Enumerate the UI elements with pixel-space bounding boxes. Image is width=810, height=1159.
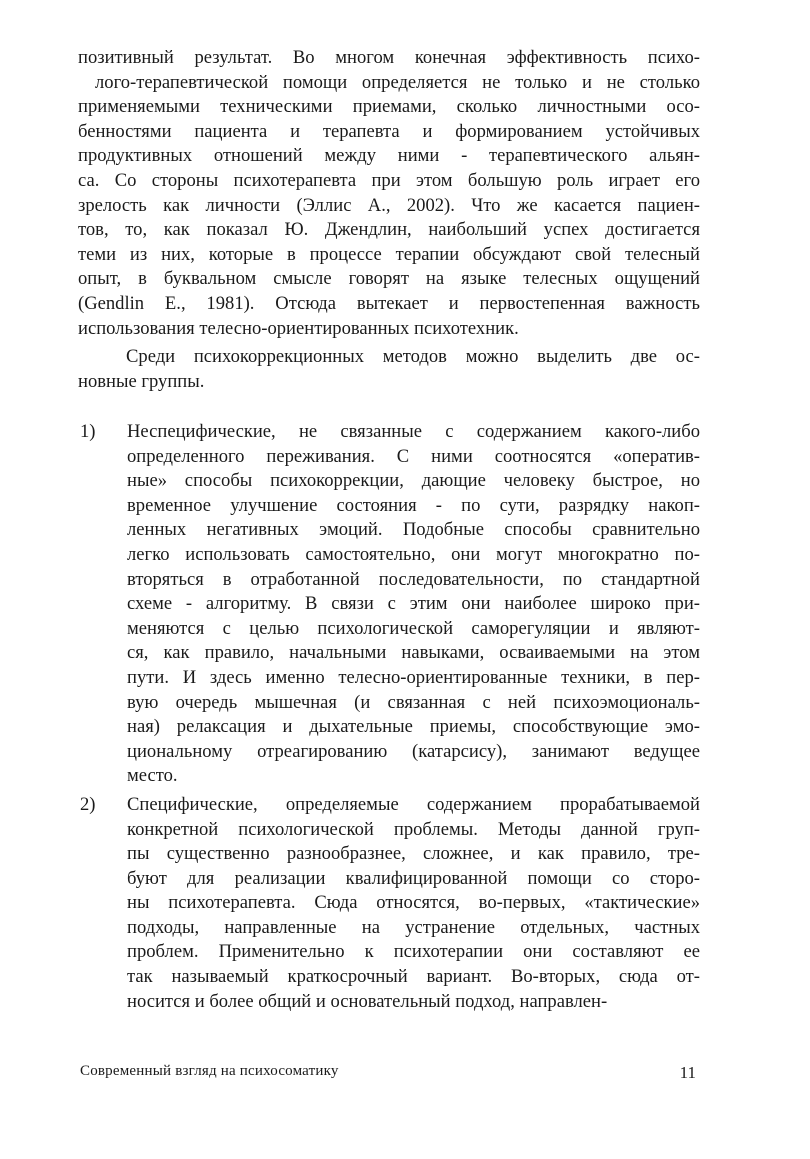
text-line: бенностями пациента и терапевта и формированием устойчивых: [78, 120, 700, 142]
text-line: теми из них, которые в процессе терапии обсуждают свой телесный: [78, 243, 700, 265]
text-line: Специфические, определяемые содержанием прорабатываемой: [127, 793, 700, 815]
text-line: ная) релаксация и дыхательные приемы, способствующие эмо-: [127, 716, 700, 738]
list-number: 2): [80, 793, 96, 815]
text-line: место.: [127, 765, 178, 787]
text-line: продуктивных отношений между ними - терапевтического альян-: [78, 145, 700, 167]
text-line: ся, как правило, начальными навыками, осваиваемыми на этом: [127, 642, 700, 664]
text-line: зрелость как личности (Эллис А., 2002). Что же касается пациен-: [78, 194, 700, 216]
text-line: са. Со стороны психотерапевта при этом большую роль играет его: [78, 169, 700, 191]
text-line: схеме - алгоритму. В связи с этим они наиболее широко при-: [127, 593, 700, 615]
text-line: пути. И здесь именно телесно-ориентированные техники, в пер-: [127, 666, 700, 688]
list-number: 1): [80, 421, 96, 442]
text-line: Неспецифические, не связанные с содержанием какого-либо: [127, 421, 700, 442]
page-footer: [78, 1063, 700, 1087]
text-line: ны психотерапевта. Сюда относятся, во-первых, «тактические»: [127, 892, 700, 914]
text-line: меняются с целью психологической саморегуляции и являют-: [127, 617, 700, 639]
text-line: ные» способы психокоррекции, дающие человеку быстрое, но: [127, 470, 700, 492]
text-line: Среди психокоррекционных методов можно выделить две ос-: [126, 346, 700, 367]
running-title: Современный взгляд на психосоматику: [80, 1063, 339, 1079]
text-line: конкретной психологической проблемы. Методы данной груп-: [127, 818, 700, 840]
text-line: опыт, в буквальном смысле говорят на языке телесных ощущений: [78, 268, 700, 290]
page-number: 11: [679, 1063, 696, 1082]
text-line: ленных негативных эмоций. Подобные способы сравнительно: [127, 519, 700, 541]
text-line: буют для реализации квалифицированной помощи со сторо-: [127, 867, 700, 889]
text-line: тов, то, как показал Ю. Джендлин, наибольший успех достигается: [78, 219, 700, 241]
text-line: использования телесно-ориентированных психотехник.: [78, 317, 519, 339]
list-item-text: [127, 420, 700, 789]
text-line: определенного переживания. С ними соотносятся «оператив-: [127, 445, 700, 467]
text-line: (Gendlin E., 1981). Отсюда вытекает и первостепенная важность: [78, 292, 700, 314]
text-line: так называемый краткосрочный вариант. Во-вторых, сюда от-: [127, 966, 700, 988]
text-line: циональному отреагированию (катарсису), занимают ведущее: [127, 740, 700, 762]
text-line: легко использовать самостоятельно, они могут многократно по-: [127, 543, 700, 565]
text-line: подходы, направленные на устранение отдельных, частных: [127, 916, 700, 938]
text-line: носится и более общий и основательный подход, направлен-: [127, 990, 608, 1012]
text-line: лого-терапевтической помощи определяется не только и не столько: [95, 71, 700, 93]
list-item-2: [78, 793, 700, 1014]
list-item-1: [78, 420, 700, 789]
text-line: временное улучшение состояния - по сути, разрядку накоп-: [127, 494, 700, 516]
method-groups-list: [78, 420, 700, 1014]
text-line: применяемыми техническими приемами, сколько личностными осо-: [78, 96, 700, 118]
groups-intro-paragraph: [78, 345, 700, 394]
intro-paragraph: [78, 46, 700, 341]
text-line: вторяться в отработанной последовательности, по стандартной: [127, 568, 700, 590]
text-line: позитивный результат. Во многом конечная эффективность психо-: [78, 47, 700, 68]
text-line: вую очередь мышечная (и связанная с ней психоэмоциональ-: [127, 691, 700, 713]
text-line: новные группы.: [78, 370, 205, 392]
text-line: пы существенно разнообразнее, сложнее, и как правило, тре-: [127, 843, 700, 865]
list-item-text: [127, 793, 700, 1014]
text-line: проблем. Применительно к психотерапии они составляют ее: [127, 941, 700, 963]
